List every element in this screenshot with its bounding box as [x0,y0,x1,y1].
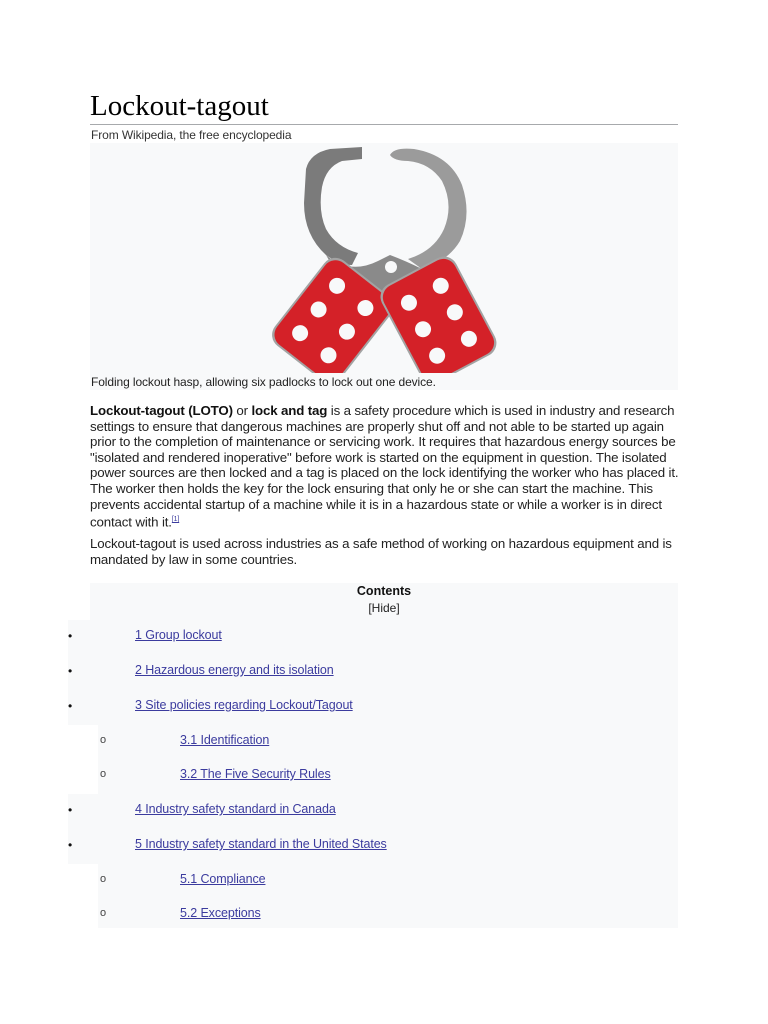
intro-paragraph-1 [90,403,680,530]
intro-text: or [232,403,252,418]
toc-link[interactable]: 1 Group lockout [135,628,222,642]
toc-item [98,759,678,794]
toc-item [68,794,678,829]
toc-header [90,583,678,620]
toc-link[interactable]: 5.2 Exceptions [180,906,261,920]
toc-item [68,620,678,655]
sub-bullet-icon: o [100,873,107,885]
bullet-icon: • [68,838,73,852]
site-tagline: From Wikipedia, the free encyclopedia [91,128,292,142]
sub-bullet-icon: o [100,768,107,780]
bullet-icon: • [68,664,73,678]
sub-bullet-icon: o [100,907,107,919]
toc-item [98,864,678,899]
article-figure [90,143,678,390]
toc-item [68,829,678,864]
bullet-icon: • [68,629,73,643]
lockout-hasp-icon[interactable] [90,143,678,373]
toc-link[interactable]: 3.1 Identification [180,733,270,747]
toc-link[interactable]: 5 Industry safety standard in the United States [135,837,387,851]
intro-paragraph-2: Lockout-tagout is used across industries as a safe method of working on hazardous equipment and is mandated by law in some countries. [90,536,672,567]
page-title: Lockout-tagout [90,88,678,125]
intro-text: is a safety procedure which is used in industry and research settings to ensure that dangerous machines are properly shut off and not able to be started up again prior to the completion of maintenance or servicing work. It requires that hazardous energy sources be "isolated and rendered inoperative" before work is started on the equipment in question. The isolated power sources are then locked and a tag is placed on the lock identifying the worker who has placed it. The worker then holds the key for the lock ensuring that only he or she can start the machine. This prevents accidental startup of a machine while it is in a hazardous state or while a worker is in direct contact with it. [90,403,679,530]
toc-title: Contents [356,584,412,598]
toc-hide-toggle[interactable]: [Hide] [368,601,400,615]
reference-link[interactable]: [1] [171,516,180,524]
toc-item [68,690,678,725]
toc-link[interactable]: 3 Site policies regarding Lockout/Tagout [135,698,353,712]
bullet-icon: • [68,803,73,817]
toc-link[interactable]: 5.1 Compliance [180,872,266,886]
figure-caption: Folding lockout hasp, allowing six padlocks to lock out one device. [91,375,436,389]
sub-bullet-icon: o [100,734,107,746]
term-loto: Lockout-tagout (LOTO) [90,403,233,418]
bullet-icon: • [68,699,73,713]
toc-item [68,655,678,690]
term-lock-and-tag: lock and tag [251,403,328,418]
toc-item [98,725,678,760]
toc-link[interactable]: 4 Industry safety standard in Canada [135,802,336,816]
toc-item [98,898,678,928]
toc-link[interactable]: 2 Hazardous energy and its isolation [135,663,334,677]
toc-link[interactable]: 3.2 The Five Security Rules [180,767,331,781]
